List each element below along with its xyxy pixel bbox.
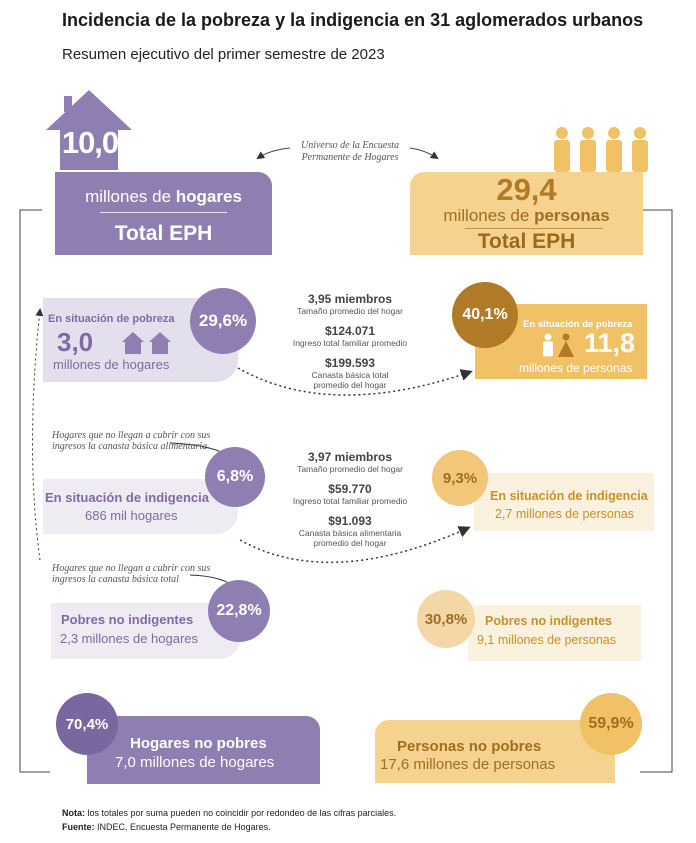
- indigencia-income-caption: Ingreso total familiar promedio: [292, 496, 408, 506]
- indigencia-basket-caption-2: promedio del hogar: [313, 538, 387, 548]
- pobreza-members-caption: Tamaño promedio del hogar: [297, 306, 403, 316]
- personas-no-indigentes-unit: 9,1 millones de personas: [477, 633, 616, 647]
- personas-total-label: Total EPH: [477, 230, 576, 253]
- personas-total-value: 29,4: [496, 172, 557, 207]
- hogares-total-box: [55, 172, 272, 255]
- hogares-no-indigentes-label: Pobres no indigentes: [61, 612, 194, 627]
- personas-indigencia-pct: 9,3%: [432, 450, 488, 506]
- personas-pobreza-pct: 40,1%: [452, 282, 518, 348]
- pobreza-basket-caption: Canasta básica total: [311, 370, 389, 380]
- hogares-no-pobres-label: Hogares no pobres: [130, 735, 267, 752]
- personas-no-pobres-label: Personas no pobres: [397, 738, 542, 755]
- page-title: Incidencia de la pobreza y la indigencia en 31 aglomerados urbanos: [62, 10, 644, 30]
- hogares-indigencia-label: En situación de indigencia: [45, 490, 209, 505]
- indigencia-members-caption: Tamaño promedio del hogar: [297, 464, 403, 474]
- people-icon: [540, 333, 576, 357]
- footer-source: Fuente: INDEC, Encuesta Permanente de Hogares.: [62, 822, 271, 832]
- personas-pobreza-unit: millones de personas: [519, 361, 633, 375]
- divider: [465, 228, 603, 229]
- indigencia-stats: [270, 450, 430, 548]
- hogares-total-label: Total EPH: [114, 222, 213, 245]
- hogares-no-pobres-unit: 7,0 millones de hogares: [115, 754, 275, 771]
- hogares-total-value: 10,0: [61, 125, 119, 160]
- personas-no-indigentes-label: Pobres no indigentes: [485, 614, 613, 628]
- personas-no-indigentes-pct: 30,8%: [417, 590, 475, 648]
- personas-indigencia-label: En situación de indigencia: [490, 489, 648, 503]
- houses-icon: [122, 332, 172, 354]
- pobreza-basket: $199.593: [324, 356, 376, 370]
- pobreza-basket-caption-2: promedio del hogar: [313, 380, 387, 390]
- pobreza-income: $124.071: [324, 324, 376, 338]
- pobreza-stats: [270, 292, 430, 390]
- hogares-pobreza-unit: millones de hogares: [53, 357, 170, 372]
- personas-pobreza-value: 11,8: [584, 328, 636, 358]
- hogares-indigencia-unit: 686 mil hogares: [85, 508, 178, 523]
- personas-total-unit: millones de personas: [443, 206, 610, 225]
- hogares-pobreza-pct: 29,6%: [190, 288, 256, 354]
- personas-total-box: [410, 172, 643, 255]
- indigencia-income: $59.770: [328, 482, 372, 496]
- footer-note: Nota: los totales por suma pueden no coincidir por redondeo de las cifras parciales.: [62, 808, 397, 818]
- indigencia-basket: $91.093: [328, 514, 372, 528]
- hogares-pobreza-label: En situación de pobreza: [48, 313, 175, 325]
- personas-pobreza-label: En situación de pobreza: [523, 319, 633, 330]
- hogares-total-unit: millones de hogares: [85, 187, 242, 206]
- people-icon: [548, 126, 656, 172]
- hogares-no-indigentes-pct: 22,8%: [208, 580, 270, 642]
- personas-no-pobres-pct: 59,9%: [580, 693, 642, 755]
- hogares-no-pobres-pct: 70,4%: [56, 693, 118, 755]
- personas-no-pobres-unit: 17,6 millones de personas: [380, 756, 556, 773]
- hogares-no-indigentes-unit: 2,3 millones de hogares: [60, 631, 199, 646]
- indigencia-members: 3,97 miembros: [307, 450, 393, 464]
- pobreza-members: 3,95 miembros: [307, 292, 393, 306]
- indigencia-note: Hogares que no llegan a cubrir con sus ingresos la canasta básica alimentaria: [52, 430, 211, 452]
- page-subtitle: Resumen ejecutivo del primer semestre de 2023: [62, 46, 385, 63]
- hogares-pobreza-value: 3,0: [57, 327, 94, 357]
- no-indigentes-note: Hogares que no llegan a cubrir con sus ingresos la canasta básica total: [52, 563, 211, 585]
- pobreza-income-caption: Ingreso total familiar promedio: [292, 338, 408, 348]
- hogares-indigencia-pct: 6,8%: [205, 447, 265, 507]
- universe-note: Universo de la Encuesta Permanente de Hogares: [300, 140, 400, 163]
- divider: [100, 212, 227, 213]
- personas-indigencia-unit: 2,7 millones de personas: [495, 507, 634, 521]
- indigencia-basket-caption: Canasta básica alimentaria: [298, 528, 402, 538]
